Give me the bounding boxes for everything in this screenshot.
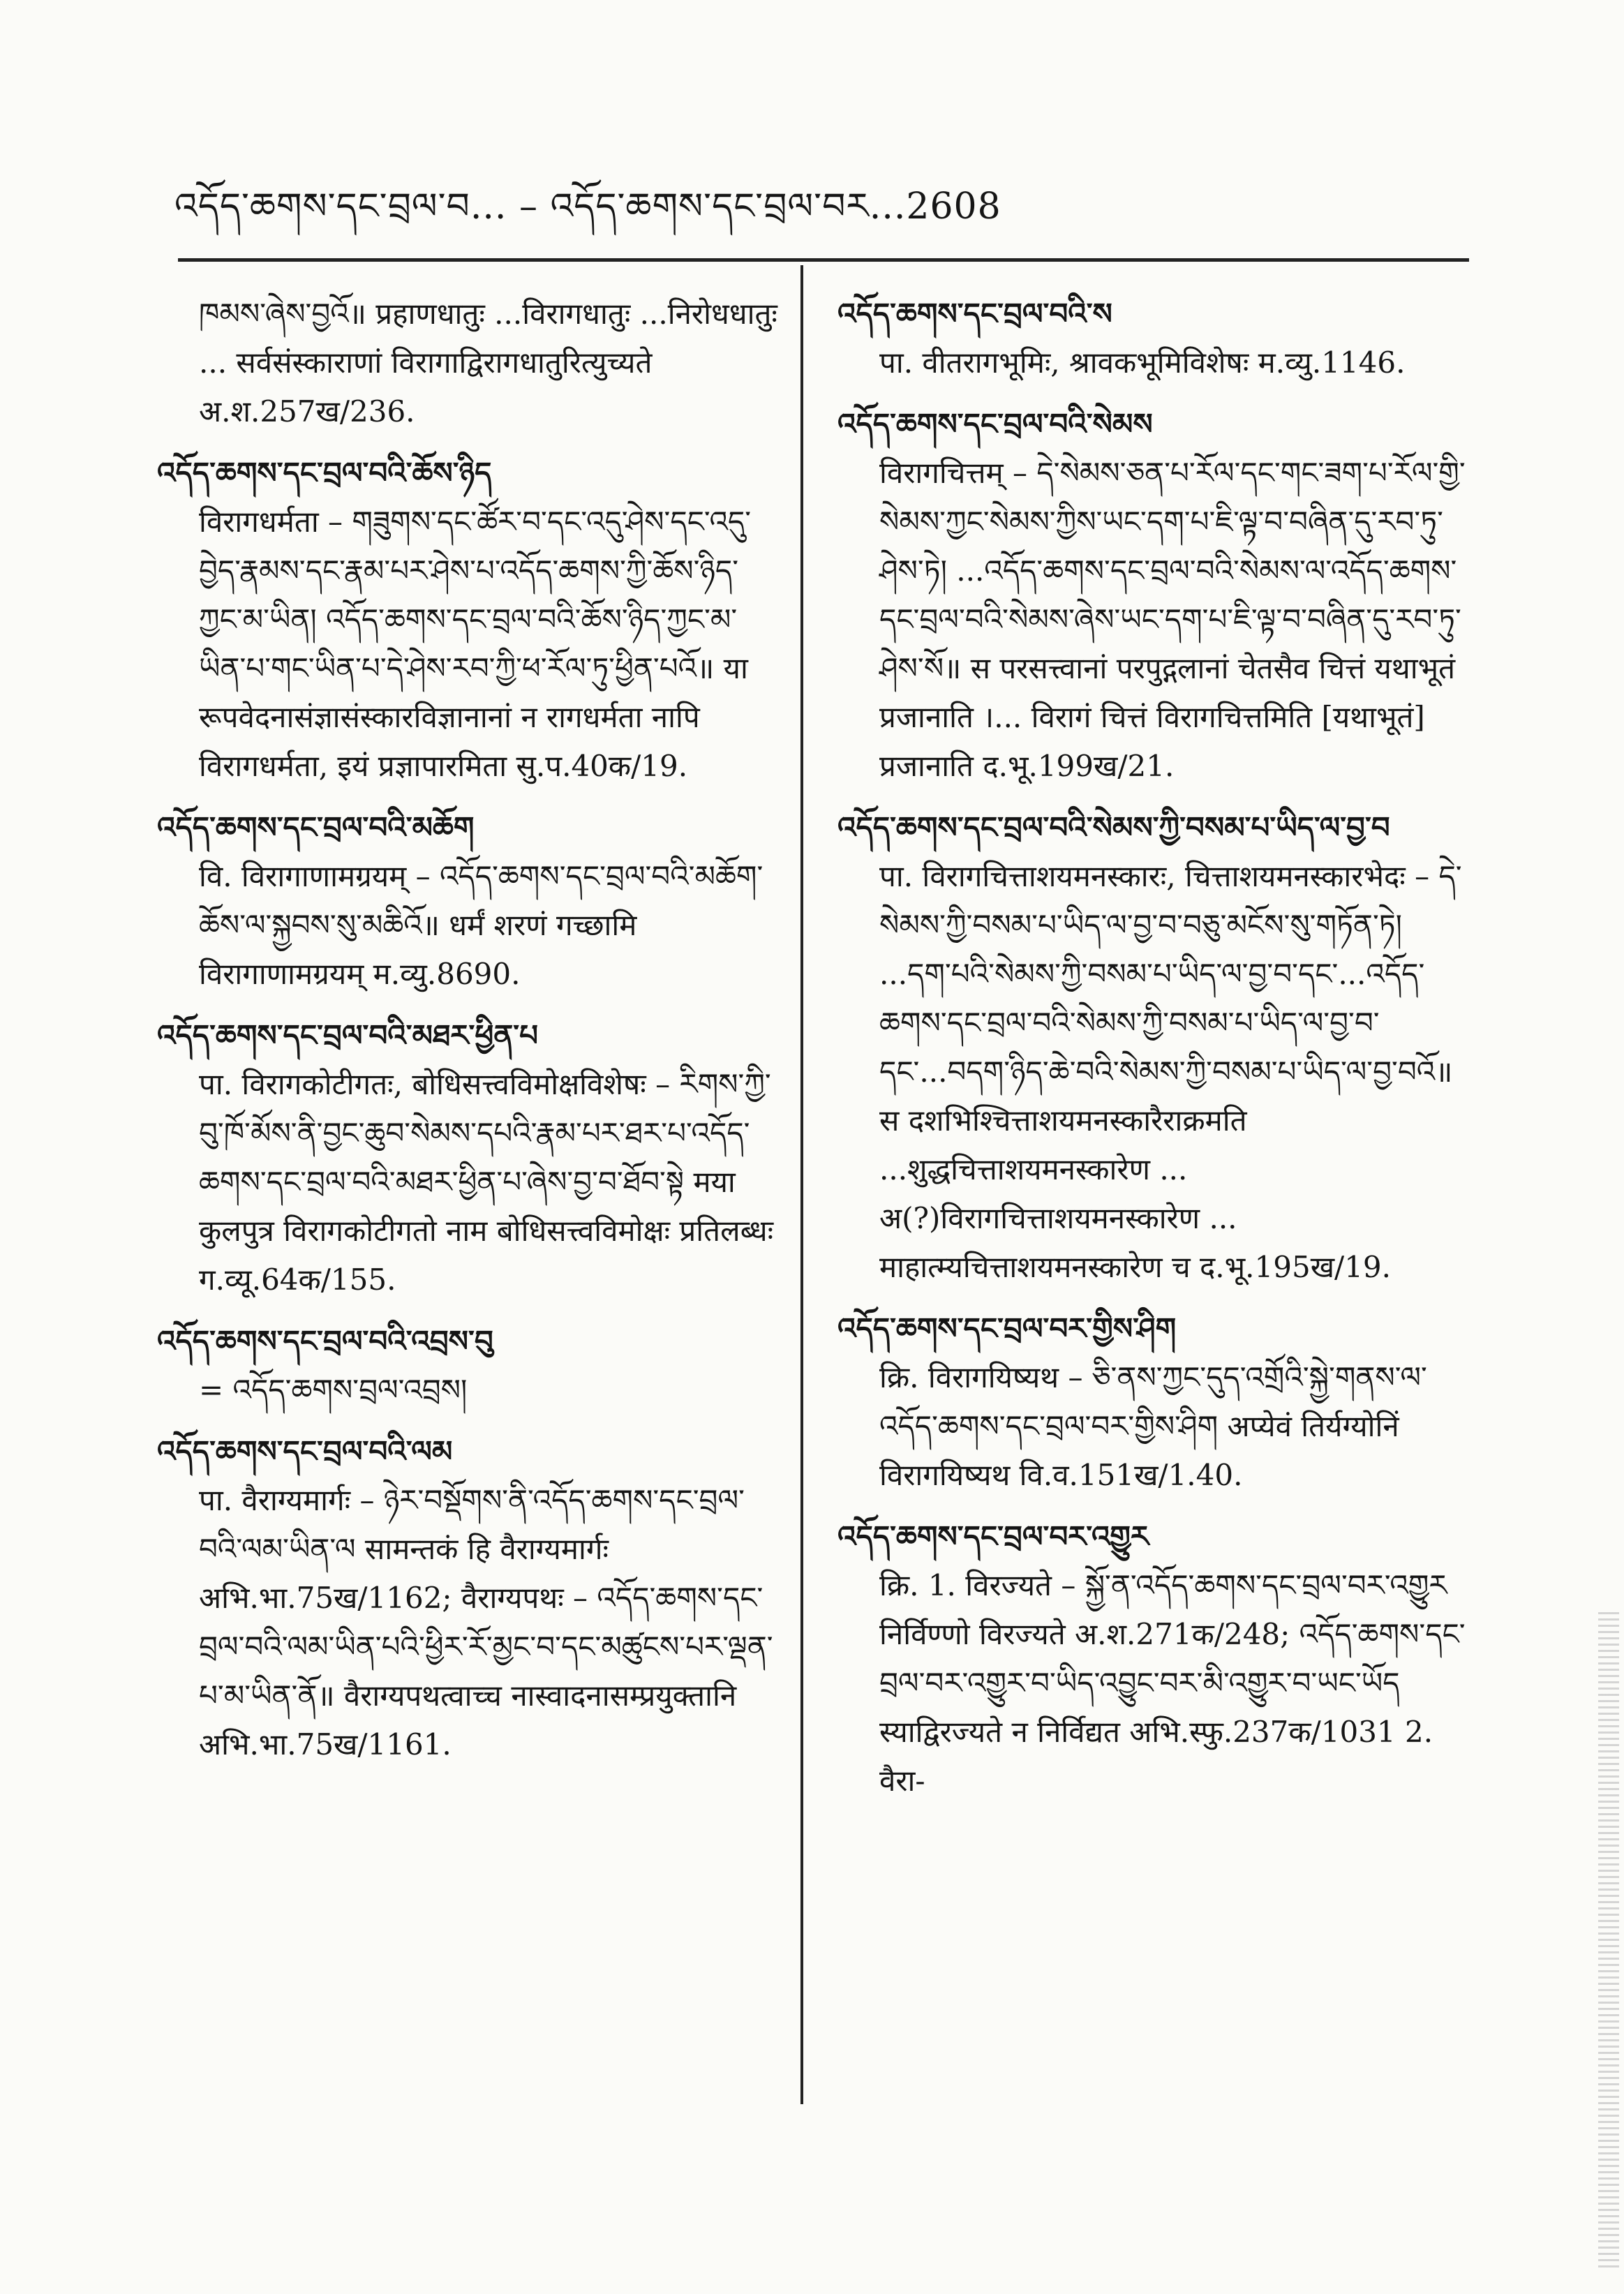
entry-definition: क्रि. विरागयिष्यथ – ཅི་ནས་ཀྱང་དུད་འགྲོའི་སྐྱེ་གནས་ལ་འདོད་ཆགས་དང་བྲལ་བར་གྱིས་ཤིག अप्येवं तिर्यग्योनिं विरागयिष्यथ वि.व.151ख/1.40. — [879, 1360, 1427, 1492]
entry-headword: འདོད་ཆགས་དང་བྲལ་བའི་ལམ — [157, 1434, 453, 1468]
entry-definition: क्रि. 1. विरज्यते – སྐྱོ་ན་འདོད་ཆགས་དང་བྲལ་བར་འགྱུར निर्विण्णो विरज्यते अ.श.271क/248; འདོད་ཆགས་དང་བྲལ་བར་འགྱུར་བ་ཡིད་འབྱུང་བར་མི་འགྱུར་བ་ཡང་ཡོད स्याद्विरज्यते न निर्विद्यत अभि.स्फु.237क/1031 2. वैरा- — [879, 1568, 1466, 1798]
dictionary-entry — [837, 1512, 1469, 1805]
dictionary-entry — [837, 1304, 1469, 1500]
entry-definition: विरागचित्तम् – དེ་སེམས་ཅན་པ་རོལ་དང་གང་ཟག་པ་རོལ་གྱི་སེམས་ཀྱང་སེམས་ཀྱིས་ཡང་དག་པ་ཇི་ལྟ་བ་བཞིན་དུ་རབ་ཏུ་ཤེས་ཏེ། ...འདོད་ཆགས་དང་བྲལ་བའི་སེམས་ལ་འདོད་ཆགས་དང་བྲལ་བའི་སེམས་ཞེས་ཡང་དག་པ་ཇི་ལྟ་བ་བཞིན་དུ་རབ་ཏུ་ཤེས་སོ॥ स परसत्त्वानां परपुद्गलानां चेतसैव चित्तं यथाभूतं प्रजानाति ।... विरागं चित्तं विरागचित्तमिति [यथाभूतं] प्रजानाति द.भू.199ख/21. — [879, 456, 1466, 783]
dictionary-entry — [157, 449, 782, 791]
dictionary-entry — [157, 803, 782, 999]
dictionary-entry — [157, 1427, 782, 1769]
entry-headword: འདོད་ཆགས་དང་བྲལ་བའི་སེམས — [837, 407, 1153, 441]
dictionary-entry — [837, 400, 1469, 791]
continuation-text: ཁམས་ཞེས་བྱའོ॥ प्रहाणधातुः ...विरागधातुः ...निरोधधातुः ... सर्वसंस्काराणां विरागाद्विरागधातुरित्युच्यते अ.श.257ख/236. — [199, 297, 777, 429]
entry-headword: འདོད་ཆགས་དང་བྲལ་བའི་མཐར་ཕྱིན་པ — [157, 1018, 539, 1052]
entry-headword: འདོད་ཆགས་དང་བྲལ་བའི་འབྲས་བུ — [157, 1324, 493, 1358]
entry-headword: འདོད་ཆགས་དང་བྲལ་བའི་མཆོག — [157, 810, 475, 844]
entry-definition: = འདོད་ཆགས་བྲལ་འབྲས། — [199, 1373, 468, 1407]
entry-definition: वि. विरागाणामग्रयम् – འདོད་ཆགས་དང་བྲལ་བའི་མཆོག་ཆོས་ལ་སྐྱབས་སུ་མཆིའོ॥ धर्मं शरणं गच्छामि विरागाणामग्रयम् म.व्यु.8690. — [199, 859, 763, 991]
dictionary-entry — [157, 1011, 782, 1304]
entry-headword: འདོད་ཆགས་དང་བྲལ་བའི་ཆོས་ཉིད — [157, 456, 492, 490]
column-divider — [800, 265, 803, 2104]
right-column — [837, 290, 1469, 1818]
header-rule — [178, 258, 1469, 262]
left-column — [157, 290, 782, 1782]
dictionary-entry — [837, 290, 1469, 387]
entry-definition: विरागधर्मता – གཟུགས་དང་ཚོར་བ་དང་འདུ་ཤེས་དང་འདུ་བྱེད་རྣམས་དང་རྣམ་པར་ཤེས་པ་འདོད་ཆགས་ཀྱི་ཆོས་ཉིད་ཀྱང་མ་ཡིན། འདོད་ཆགས་དང་བྲལ་བའི་ཆོས་ཉིད་ཀྱང་མ་ཡིན་པ་གང་ཡིན་པ་དེ་ཤེས་རབ་ཀྱི་ཕ་རོལ་ཏུ་ཕྱིན་པའོ॥ या रूपवेदनासंज्ञासंस्कारविज्ञानानां न रागधर्मता नापि विरागधर्मता, इयं प्रज्ञापारमिता सु.प.40क/19. — [199, 505, 752, 783]
entry-definition: पा. वैराग्यमार्गः – ཉེར་བསྡོགས་ནི་འདོད་ཆགས་དང་བྲལ་བའི་ལམ་ཡིན་ལ सामन्तकं हि वैराग्यमार्गः अभि.भा.75ख/1162; वैराग्यपथः – འདོད་ཆགས་དང་བྲལ་བའི་ལམ་ཡིན་པའི་ཕྱིར་རོ་མྱང་བ་དང་མཚུངས་པར་ལྡན་པ་མ་ཡིན་ནོ॥ वैराग्यपथत्वाच्च नास्वादनासम्प्रयुक्तानि अभि.भा.75ख/1161. — [199, 1483, 773, 1762]
entry-headword: འདོད་ཆགས་དང་བྲལ་བར་འགྱུར — [837, 1519, 1149, 1554]
entry-definition: पा. विरागकोटीगतः, बोधिसत्त्वविमोक्षविशेषः – རིགས་ཀྱི་བུ་ཁོ་མོས་ནི་བྱང་ཆུབ་སེམས་དཔའི་རྣམ་པར་ཐར་པ་འདོད་ཆགས་དང་བྲལ་བའི་མཐར་ཕྱིན་པ་ཞེས་བྱ་བ་ཐོབ་སྟེ मया कुलपुत्र विरागकोटीगतो नाम बोधिसत्त्वविमोक्षः प्रतिलब्धः ग.व्यू.64क/155. — [199, 1067, 774, 1297]
entry-headword: འདོད་ཆགས་དང་བྲལ་བའི་སེམས་ཀྱི་བསམ་པ་ཡིད་ལ་བྱ་བ — [837, 810, 1390, 844]
dictionary-entry — [157, 1317, 782, 1415]
entry-definition: पा. विरागचित्ताशयमनस्कारः, चित्ताशयमनस्कारभेदः – དེ་སེམས་ཀྱི་བསམ་པ་ཡིད་ལ་བྱ་བ་བཅུ་མངོས་སུ་གཏོན་ཏེ། ...དག་པའི་སེམས་ཀྱི་བསམ་པ་ཡིད་ལ་བྱ་བ་དང་...འདོད་ཆགས་དང་བྲལ་བའི་སེམས་ཀྱི་བསམ་པ་ཡིད་ལ་བྱ་བ་དང་...བདག་ཉིད་ཆེ་བའི་སེམས་ཀྱི་བསམ་པ་ཡིད་ལ་བྱ་བའོ॥ स दशभिश्चित्ताशयमनस्कारैराक्रमति ...शुद्धचित्ताशयमनस्कारेण ... अ(?)विरागचित्ताशयमनस्कारेण ... माहात्म्यचित्ताशयमनस्कारेण च द.भू.195ख/19. — [879, 859, 1462, 1284]
page-header: འདོད་ཆགས་དང་བྲལ་བ... – འདོད་ཆགས་དང་བྲལ་བར...2608 — [174, 186, 1001, 228]
entry-headword: འདོད་ཆགས་དང་བྲལ་བའི་ས — [837, 297, 1112, 331]
entry-headword: འདོད་ཆགས་དང་བྲལ་བར་གྱིས་ཤིག — [837, 1311, 1177, 1346]
entry-definition: पा. वीतरागभूमिः, श्रावकभूमिविशेषः म.व्यु.1146. — [879, 345, 1406, 380]
dictionary-entry — [837, 803, 1469, 1292]
scan-edge-noise — [1598, 1612, 1619, 2268]
